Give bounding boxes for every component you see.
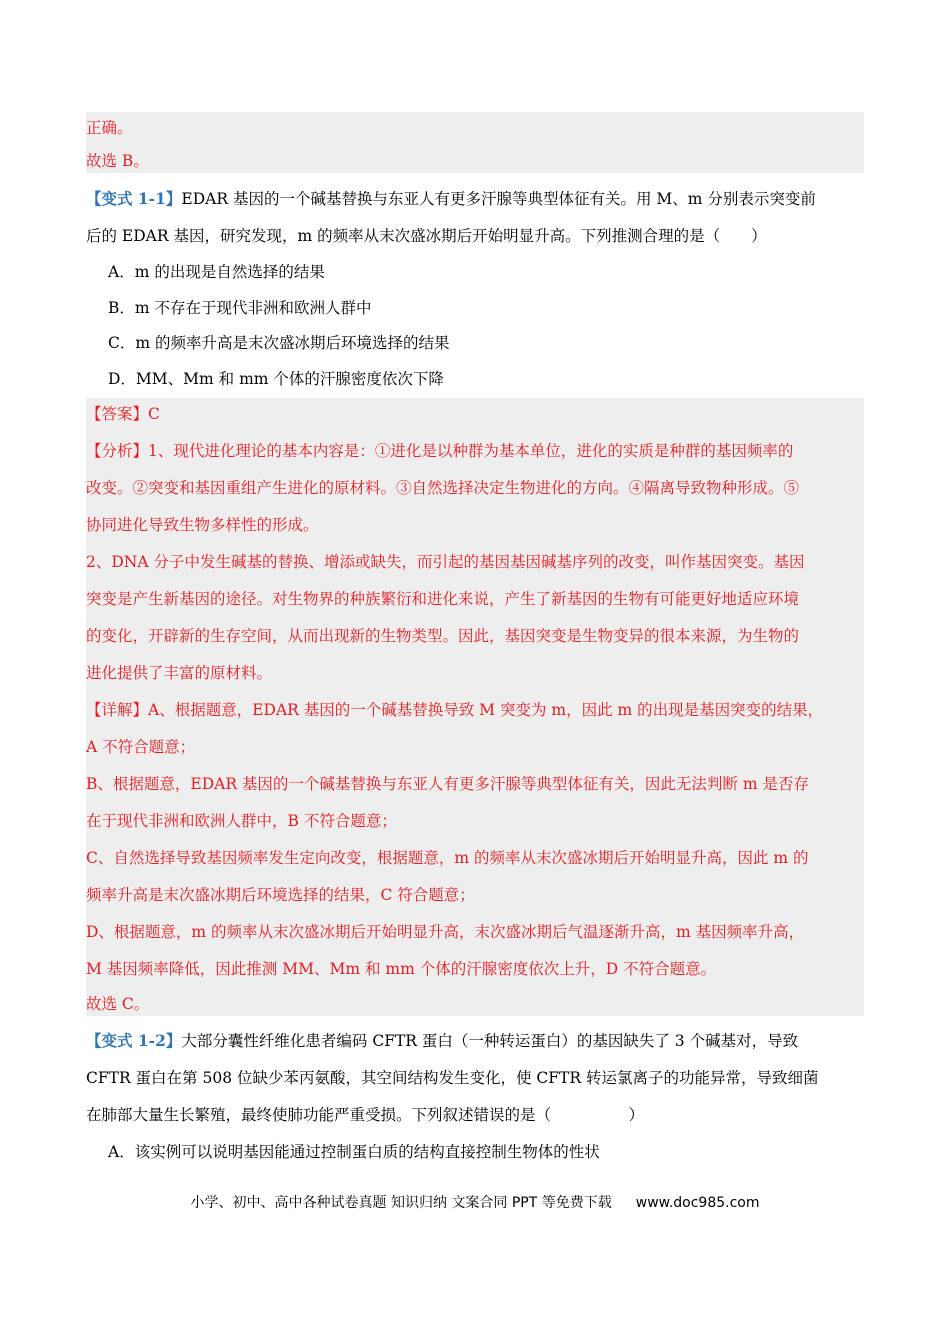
option-a: A．m 的出现是自然选择的结果 <box>108 263 325 281</box>
question-text: EDAR 基因的一个碱基替换与东亚人有更多汗腺等典型体征有关。用 M、m 分别表示突变前 <box>181 190 816 208</box>
footer-text: 小学、初中、高中各种试卷真题 知识归纳 文案合同 PPT 等免费下载 <box>190 1195 612 1211</box>
answer: 【答案】C <box>86 405 160 423</box>
answer-line: 正确。 <box>86 119 133 137</box>
analysis-line <box>86 441 793 461</box>
detail-line: D、根据题意，m 的频率从末次盛冰期后开始明显升高，末次盛冰期后气温逐渐升高，m 基因频率升高， <box>86 923 805 941</box>
analysis-text: 1、现代进化理论的基本内容是：①进化是以种群为基本单位，进化的实质是种群的基因频率的 <box>148 442 794 460</box>
answer-conclusion: 故选 C。 <box>86 995 150 1013</box>
detail-line: A 不符合题意； <box>86 738 196 756</box>
option-a: A．该实例可以说明基因能通过控制蛋白质的结构直接控制生物体的性状 <box>108 1143 600 1161</box>
page-footer <box>0 1192 950 1212</box>
analysis-line: 进化提供了丰富的原材料。 <box>86 664 273 682</box>
detail-line <box>86 700 823 720</box>
question-stem <box>86 189 816 209</box>
question-stem-line: 后的 EDAR 基因，研究发现，m 的频率从末次盛冰期后开始明显升高。下列推测合理的是（ ） <box>86 227 767 245</box>
detail-line: C、自然选择导致基因频率发生定向改变，根据题意，m 的频率从末次盛冰期后开始明显升高，因此 m 的 <box>86 849 809 867</box>
question-stem <box>86 1031 798 1051</box>
analysis-line: 2、DNA 分子中发生碱基的替换、增添或缺失，而引起的基因基因碱基序列的改变，叫作基因突变。基因 <box>86 553 805 571</box>
question-stem-line: 在肺部大量生长繁殖，最终使肺功能严重受损。下列叙述错误的是（ ） <box>86 1106 645 1124</box>
option-c: C．m 的频率升高是末次盛冰期后环境选择的结果 <box>108 334 450 352</box>
question-label: 【变式 1-1】 <box>86 189 182 208</box>
detail-line: M 基因频率降低，因此推测 MM、Mm 和 mm 个体的汗腺密度依次上升，D 不符合题意。 <box>86 960 717 978</box>
question-stem-line: CFTR 蛋白在第 508 位缺少苯丙氨酸，其空间结构发生变化，使 CFTR 转运氯离子的功能异常，导致细菌 <box>86 1069 819 1087</box>
analysis-line: 的变化，开辟新的生存空间，从而出现新的生物类型。因此，基因突变是生物变异的很本来源，为生物的 <box>86 627 800 645</box>
analysis-line: 突变是产生新基因的途径。对生物界的种族繁衍和进化来说，产生了新基因的生物有可能更好地适应环境 <box>86 590 800 608</box>
detail-line: 频率升高是末次盛冰期后环境选择的结果，C 符合题意； <box>86 886 475 904</box>
detail-text: A、根据题意，EDAR 基因的一个碱基替换导致 M 突变为 m，因此 m 的出现是基因突变的结果， <box>148 701 824 719</box>
detail-line: B、根据题意，EDAR 基因的一个碱基替换与东亚人有更多汗腺等典型体征有关，因此无法判断 m 是否存 <box>86 775 809 793</box>
answer-box-top <box>86 112 864 173</box>
analysis-line: 改变。②突变和基因重组产生进化的原材料。③自然选择决定生物进化的方向。④隔离导致物种形成。⑤ <box>86 479 800 497</box>
option-b: B．m 不存在于现代非洲和欧洲人群中 <box>108 299 372 317</box>
analysis-label: 【分析】 <box>86 442 149 460</box>
analysis-line: 协同进化导致生物多样性的形成。 <box>86 516 319 534</box>
footer-link[interactable]: www.doc985.com <box>635 1195 760 1211</box>
question-text: 大部分囊性纤维化患者编码 CFTR 蛋白（一种转运蛋白）的基因缺失了 3 个碱基对，导致 <box>181 1032 799 1050</box>
question-label: 【变式 1-2】 <box>86 1031 182 1050</box>
detail-label: 【详解】 <box>86 701 149 719</box>
option-d: D．MM、Mm 和 mm 个体的汗腺密度依次下降 <box>108 370 444 388</box>
detail-line: 在于现代非洲和欧洲人群中，B 不符合题意； <box>86 812 397 830</box>
answer-conclusion: 故选 B。 <box>86 152 149 170</box>
